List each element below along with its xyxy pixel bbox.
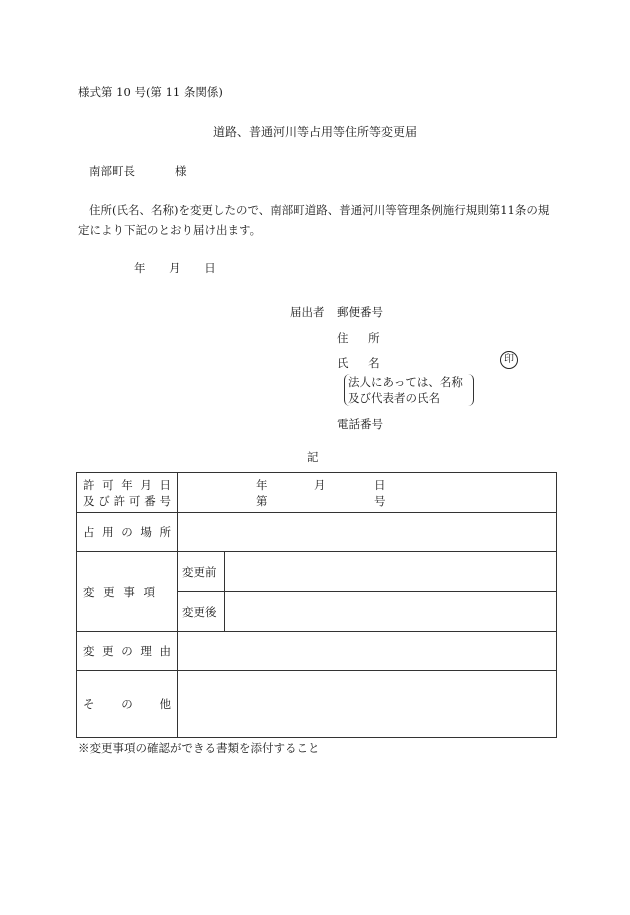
change-head-cell: 変更事項: [77, 552, 178, 632]
address-label: 住 所: [337, 331, 380, 345]
reason-row: [77, 632, 557, 671]
other-value-cell[interactable]: [178, 671, 557, 738]
permit-year-label: 年: [256, 477, 268, 492]
reason-value-cell[interactable]: [178, 632, 557, 671]
form-title: 道路、普通河川等占用等住所等変更届: [212, 125, 417, 139]
before-value-cell[interactable]: [225, 552, 557, 592]
phone-label: 電話番号: [337, 417, 383, 431]
permit-head-cell: [77, 473, 178, 513]
permit-go-label: 号: [374, 493, 386, 508]
place-row: [77, 513, 557, 552]
permit-month-label: 月: [314, 477, 326, 492]
change-before-row: [77, 552, 557, 592]
before-label-cell: 変更前: [178, 552, 225, 592]
name-label: 氏 名: [337, 356, 380, 370]
permit-value-cell[interactable]: [178, 473, 557, 513]
after-value-cell[interactable]: [225, 592, 557, 632]
place-value-cell[interactable]: [178, 513, 557, 552]
date-line: 年 月 日: [134, 261, 216, 275]
permit-day-label: 日: [374, 477, 386, 492]
other-row: [77, 671, 557, 738]
after-label-cell: 変更後: [178, 592, 225, 632]
place-head-cell: 占用の場所: [77, 513, 178, 552]
seal-icon: 印: [500, 351, 518, 369]
body-text: 住所(氏名、名称)を変更したので、南部町道路、普通河川等管理条例施行規則第11条の規定により下記のとおり届け出ます。: [78, 203, 550, 237]
footnote: ※変更事項の確認ができる書類を添付すること: [78, 741, 320, 755]
permit-row: [77, 473, 557, 513]
permit-head-line-2: 及び許可番号: [83, 493, 171, 508]
corporate-note: 法人にあっては、名称及び代表者の氏名: [344, 374, 474, 406]
reason-head-cell: 変更の理由: [77, 632, 178, 671]
addressee-name: 南部町長: [89, 164, 135, 178]
addressee: [89, 163, 187, 179]
applicant-label: 届出者: [290, 305, 325, 319]
other-head-cell: その他: [77, 671, 178, 738]
addressee-honorific: 様: [175, 164, 187, 178]
ki-label: 記: [307, 450, 319, 464]
postal-code-label: 郵便番号: [337, 305, 383, 319]
permit-head-line-1: 許可年月日: [83, 477, 171, 492]
permit-dai-label: 第: [256, 493, 268, 508]
record-table: [76, 472, 557, 738]
form-number: 様式第 10 号(第 11 条関係): [78, 85, 223, 99]
